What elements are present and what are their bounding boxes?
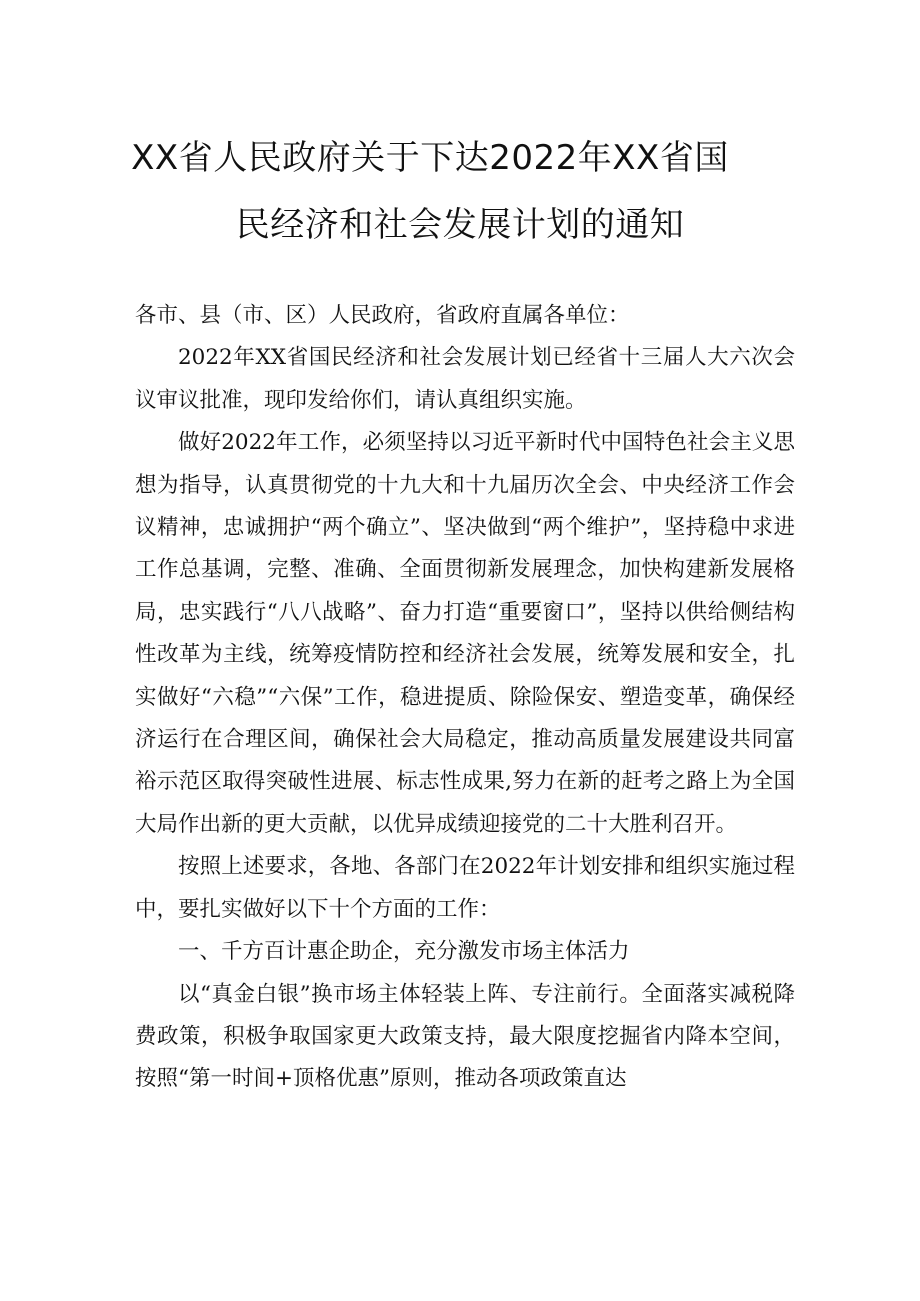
document-title-line-1: XX省人民政府关于下达2022年XX省国 — [131, 138, 729, 178]
paragraph-section-1: 以“真金白银”换市场主体轻装上阵、专注前行。全面落实减税降费政策，积极争取国家更大政策支持，最大限度挖掘省内降本空间，按照“第一时间+顶格优惠”原则，推动各项政策直达 — [135, 981, 795, 1092]
paragraph-approval: 2022年XX省国民经济和社会发展计划已经省十三届人大六次会议审议批准，现印发给你们，请认真组织实施。 — [135, 345, 795, 413]
paragraph-requirements: 按照上述要求，各地、各部门在2022年计划安排和组织实施过程中，要扎实做好以下十个方面的工作： — [135, 854, 795, 922]
paragraph-guiding-principles: 做好2022年工作，必须坚持以习近平新时代中国特色社会主义思想为指导，认真贯彻党的十九大和十九届历次全会、中央经济工作会议精神，忠诚拥护“两个确立”、坚决做到“两个维护”，坚持稳中求进工作总基调，完整、准确、全面贯彻新发展理念，加快构建新发展格局，忠实践行“八八战略”、奋力打造“重要窗口”，坚持以供给侧结构性改革为主线，统筹疫情防控和经济社会发展，统筹发展和安全，扎实做好“六稳”“六保”工作，稳进提质、除险保安、塑造变革，确保经济运行在合理区间，确保社会大局稳定，推动高质量发展建设共同富裕示范区取得突破性进展、标志性成果,努力在新的赶考之路上为全国大局作出新的更大贡献，以优异成绩迎接党的二十大胜利召开。 — [135, 430, 795, 837]
salutation: 各市、县（市、区）人民政府，省政府直属各单位： — [135, 303, 630, 328]
section-heading-1: 一、千方百计惠企助企，充分激发市场主体活力 — [178, 939, 630, 965]
document-body — [135, 295, 795, 1101]
document-title-line-2: 民经济和社会发展计划的通知 — [235, 205, 685, 245]
